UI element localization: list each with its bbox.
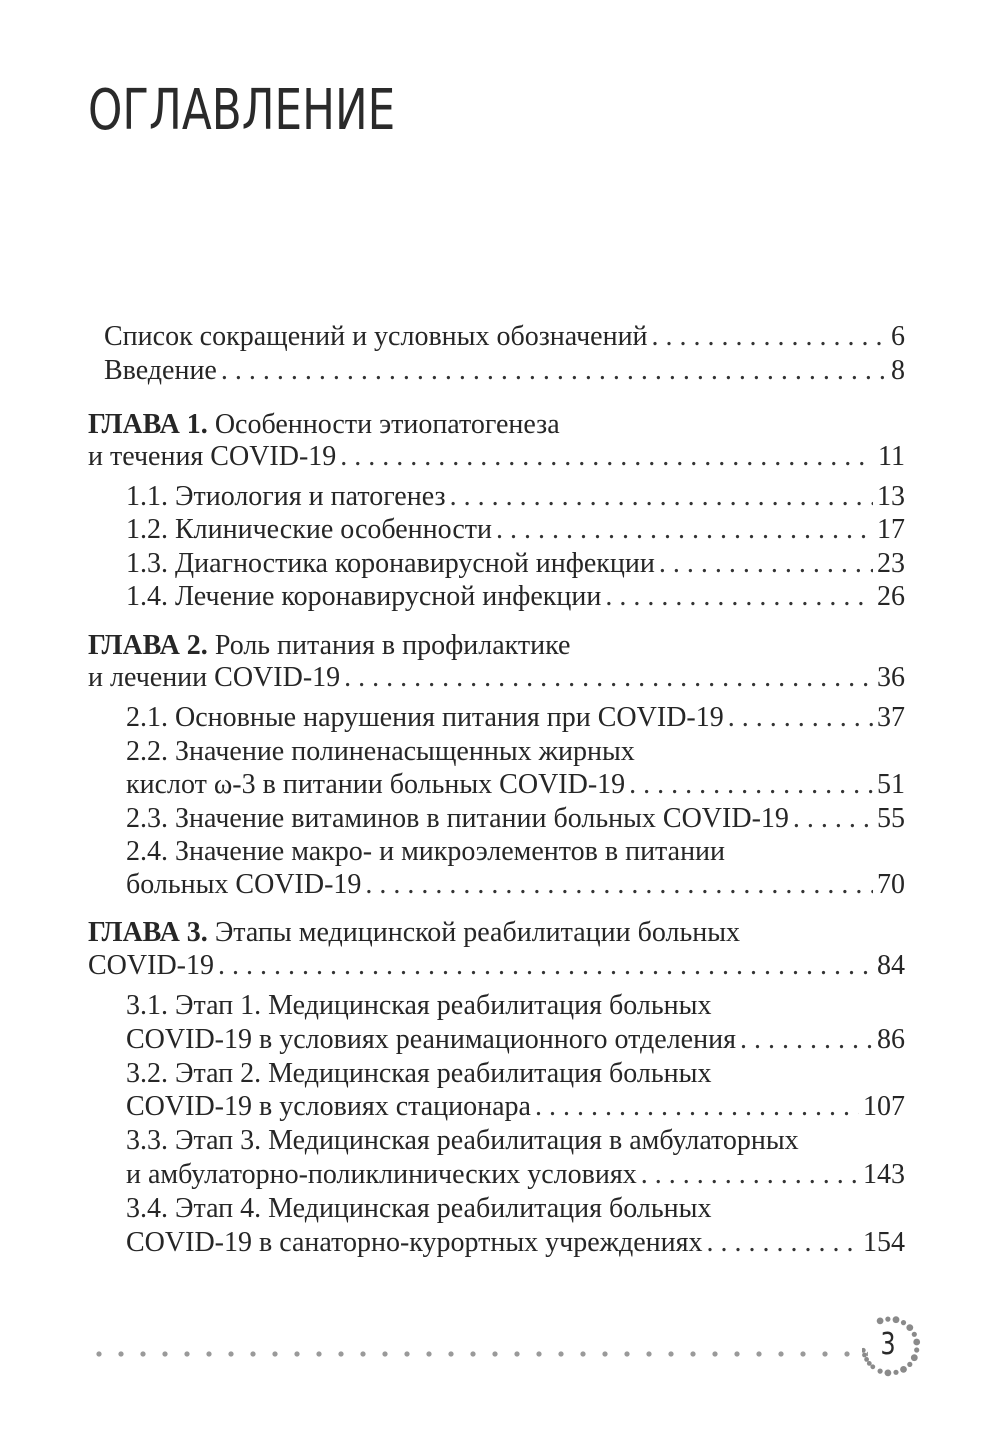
entry-text: и лечении COVID-19 bbox=[88, 662, 341, 693]
toc-entry-title bbox=[126, 480, 446, 514]
entry-text: и течения COVID-19 bbox=[88, 441, 337, 472]
gear-tooth bbox=[862, 1353, 867, 1358]
dot-leader bbox=[365, 868, 873, 902]
toc-entry bbox=[126, 513, 905, 547]
page-ref: 84 bbox=[877, 950, 905, 981]
page-ref: 154 bbox=[863, 1227, 905, 1258]
dot-leader bbox=[496, 513, 873, 547]
entry-text: Особенности этиопатогенеза bbox=[214, 409, 560, 440]
toc-entry-title bbox=[126, 1226, 703, 1260]
gear-tooth bbox=[862, 1348, 866, 1353]
entry-text: 1.2. Клинические особенности bbox=[126, 514, 492, 545]
entry-text: COVID-19 в санаторно-курортных учреждениях bbox=[126, 1227, 703, 1258]
dot-leader bbox=[605, 580, 873, 614]
toc-entry bbox=[88, 440, 905, 474]
entry-text: Введение bbox=[104, 355, 217, 386]
gear-tooth bbox=[914, 1347, 919, 1352]
page-ref: 86 bbox=[877, 1024, 905, 1055]
gear-tooth bbox=[913, 1339, 920, 1346]
page-ref: 55 bbox=[877, 803, 905, 834]
toc-entry-title bbox=[88, 661, 340, 695]
gear-tooth bbox=[893, 1316, 900, 1323]
toc-entry bbox=[126, 1023, 905, 1057]
dot-leader bbox=[340, 440, 874, 474]
toc-entry bbox=[126, 1090, 905, 1124]
toc-entry-title bbox=[104, 354, 217, 388]
toc-entry-title bbox=[126, 989, 711, 1023]
toc-entry-title bbox=[126, 1158, 637, 1192]
dot-leader bbox=[793, 802, 873, 836]
entry-text: COVID-19 в условиях стационара bbox=[126, 1091, 531, 1122]
entry-text: и амбулаторно-поликлинических условиях bbox=[126, 1159, 637, 1190]
entry-text: 1.4. Лечение коронавирусной инфекции bbox=[126, 581, 602, 612]
entry-text: Роль питания в профилактике bbox=[214, 630, 571, 661]
gear-tooth bbox=[878, 1369, 883, 1374]
toc-entry-title bbox=[126, 768, 625, 802]
page-ref: 36 bbox=[877, 662, 905, 693]
entry-text: кислот ω-3 в питании больных COVID-19 bbox=[126, 769, 626, 800]
entry-text: 2.1. Основные нарушения питания при COVID-19 bbox=[126, 702, 724, 733]
entry-text: 3.1. Этап 1. Медицинская реабилитация больных bbox=[126, 990, 712, 1021]
dot-leader bbox=[740, 1023, 873, 1057]
chapter-label: ГЛАВА 2. bbox=[88, 630, 208, 661]
toc-entry bbox=[126, 1158, 905, 1192]
toc-entry-title bbox=[126, 1057, 711, 1091]
entry-text: 3.3. Этап 3. Медицинская реабилитация в амбулаторных bbox=[126, 1125, 799, 1156]
dot-leader bbox=[629, 768, 873, 802]
toc-entry bbox=[126, 1057, 711, 1091]
page-ref: 26 bbox=[877, 581, 905, 612]
page-number-badge bbox=[862, 1316, 928, 1382]
page-ref: 37 bbox=[877, 702, 905, 733]
gear-tooth bbox=[900, 1366, 907, 1373]
entry-text: COVID-19 в условиях реанимационного отделения bbox=[126, 1024, 736, 1055]
entry-text: больных COVID-19 bbox=[126, 869, 362, 900]
gear-tooth bbox=[893, 1370, 898, 1375]
dot-leader bbox=[652, 320, 887, 354]
toc-entry-title bbox=[88, 916, 740, 950]
toc-entry bbox=[88, 916, 740, 950]
toc-entry bbox=[126, 701, 905, 735]
toc-entry bbox=[126, 1226, 905, 1260]
dot-leader bbox=[728, 701, 873, 735]
toc-entry bbox=[126, 1192, 711, 1226]
chapter-label: ГЛАВА 3. bbox=[88, 917, 208, 948]
toc-entry-title bbox=[126, 580, 601, 614]
toc-entry-title bbox=[126, 735, 635, 769]
entry-text: 1.3. Диагностика коронавирусной инфекции bbox=[126, 548, 655, 579]
gear-tooth bbox=[901, 1320, 906, 1325]
toc-entry-title bbox=[126, 547, 655, 581]
toc-entry bbox=[126, 768, 905, 802]
page-ref: 51 bbox=[877, 769, 905, 800]
toc-entry-title bbox=[126, 835, 725, 869]
toc-entry bbox=[126, 480, 905, 514]
toc-entry-title bbox=[126, 701, 724, 735]
page-ref: 143 bbox=[863, 1159, 905, 1190]
toc-entry-title bbox=[126, 1090, 531, 1124]
entry-text: 2.4. Значение макро- и микроэлементов в питании bbox=[126, 836, 726, 867]
entry-text: Этапы медицинской реабилитации больных bbox=[214, 917, 741, 948]
toc-entry bbox=[104, 354, 905, 388]
toc-entry-title bbox=[88, 408, 560, 442]
toc-entry-title bbox=[88, 949, 214, 983]
toc-entry bbox=[88, 949, 905, 983]
gear-tooth bbox=[885, 1370, 892, 1377]
gear-tooth bbox=[877, 1318, 884, 1325]
dot-leader bbox=[450, 480, 873, 514]
page-ref: 8 bbox=[891, 355, 905, 386]
toc-entry bbox=[126, 835, 725, 869]
page-ref: 107 bbox=[863, 1091, 905, 1122]
toc-entry bbox=[126, 580, 905, 614]
gear-tooth bbox=[907, 1362, 912, 1367]
toc-entry bbox=[126, 802, 905, 836]
toc-entry-title bbox=[126, 513, 492, 547]
toc-entry-title bbox=[104, 320, 648, 354]
toc-entry bbox=[104, 320, 905, 354]
dot-leader bbox=[535, 1090, 859, 1124]
gear-tooth bbox=[911, 1354, 918, 1361]
entry-text: 1.1. Этиология и патогенез bbox=[126, 481, 446, 512]
dot-leader bbox=[659, 547, 873, 581]
entry-text: 2.2. Значение полиненасыщенных жирных bbox=[126, 736, 635, 767]
page-ref: 23 bbox=[877, 548, 905, 579]
page-title: ОГЛАВЛЕНИЕ bbox=[88, 78, 396, 143]
chapter-label: ГЛАВА 1. bbox=[88, 409, 208, 440]
entry-text: 3.2. Этап 2. Медицинская реабилитация больных bbox=[126, 1058, 712, 1089]
page-ref: 13 bbox=[877, 481, 905, 512]
entry-text: 2.3. Значение витаминов в питании больных COVID-19 bbox=[126, 803, 789, 834]
toc-entry bbox=[88, 661, 905, 695]
toc-entry-title bbox=[126, 1124, 799, 1158]
gear-tooth bbox=[912, 1332, 917, 1337]
toc-entry bbox=[126, 868, 905, 902]
dot-leader bbox=[344, 661, 873, 695]
footer-dotted-rule bbox=[88, 1349, 868, 1359]
toc-entry-title bbox=[126, 868, 361, 902]
entry-text: COVID-19 bbox=[88, 950, 214, 981]
page-number: 3 bbox=[880, 1327, 896, 1362]
dot-leader bbox=[707, 1226, 859, 1260]
toc-entry-title bbox=[126, 802, 789, 836]
page-ref: 11 bbox=[878, 441, 905, 472]
dot-leader bbox=[641, 1158, 859, 1192]
gear-tooth bbox=[885, 1317, 890, 1322]
toc-entry-title bbox=[88, 629, 570, 663]
toc-entry bbox=[88, 629, 570, 663]
gear-tooth bbox=[870, 1364, 875, 1369]
page-ref: 6 bbox=[891, 321, 905, 352]
toc-entry-title bbox=[88, 440, 336, 474]
toc-entry-title bbox=[126, 1192, 711, 1226]
toc-entry bbox=[126, 547, 905, 581]
toc-entry bbox=[126, 989, 711, 1023]
entry-text: 3.4. Этап 4. Медицинская реабилитация больных bbox=[126, 1193, 712, 1224]
page-ref: 70 bbox=[877, 869, 905, 900]
entry-text: Список сокращений и условных обозначений bbox=[104, 321, 648, 352]
toc-entry-title bbox=[126, 1023, 736, 1057]
toc-entry bbox=[88, 408, 560, 442]
toc-entry bbox=[126, 735, 635, 769]
page-ref: 17 bbox=[877, 514, 905, 545]
dot-leader bbox=[221, 354, 887, 388]
dot-leader bbox=[218, 949, 873, 983]
toc-entry bbox=[126, 1124, 799, 1158]
